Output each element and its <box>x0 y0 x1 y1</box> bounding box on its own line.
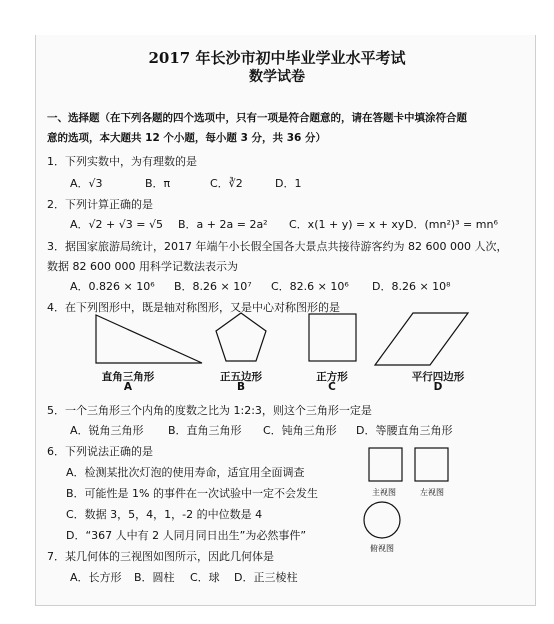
q6-option-d: D．“367 人中有 2 人同月同日出生”为必然事件” <box>66 529 307 542</box>
fig-a-name: 直角三角形 <box>101 371 155 383</box>
front-view-square <box>369 448 402 481</box>
q1-stem: 1．下列实数中，为有理数的是 <box>47 155 197 168</box>
q7-option-a: A．长方形 <box>70 571 122 584</box>
pentagon-shape <box>216 313 266 361</box>
section-heading-line1: 一、选择题（在下列各题的四个选项中，只有一项是符合题意的，请在答题卡中填涂符合题 <box>47 112 467 124</box>
fig-c-letter: C <box>328 381 336 393</box>
q6-option-b: B．可能性是 1% 的事件在一次试验中一定不会发生 <box>66 487 318 500</box>
q3-option-c: C．82.6 × 10⁶ <box>271 280 349 293</box>
fig-c-name: 正方形 <box>316 371 348 383</box>
q2-option-d: D．(mn²)³ = mn⁶ <box>405 218 498 231</box>
q6-option-a: A．检测某批次灯泡的使用寿命，适宜用全面调查 <box>66 466 305 479</box>
q3-option-a: A．0.826 × 10⁶ <box>70 280 155 293</box>
left-view-label: 左视图 <box>420 488 444 497</box>
q2-option-b: B．a + 2a = 2a² <box>178 218 268 231</box>
left-view-square <box>415 448 448 481</box>
q5-option-c: C．钝角三角形 <box>263 424 337 437</box>
fig-b-name: 正五边形 <box>220 371 262 383</box>
q5-option-a: A．锐角三角形 <box>70 424 144 437</box>
fig-b-letter: B <box>236 381 245 393</box>
q4-stem: 4．在下列图形中，既是轴对称图形，又是中心对称图形的是 <box>47 301 340 314</box>
q7-option-b: B．圆柱 <box>134 571 175 584</box>
q5-stem: 5．一个三角形三个内角的度数之比为 1:2:3，则这个三角形一定是 <box>47 404 372 417</box>
q7-option-d: D．正三棱柱 <box>234 571 298 584</box>
q1-option-d: D．1 <box>275 177 302 190</box>
fig-d-letter: D <box>433 381 443 393</box>
q1-option-c: C．∛2 <box>210 177 243 190</box>
exam-title: 2017 年长沙市初中毕业学业水平考试 <box>148 49 406 67</box>
q5-option-d: D．等腰直角三角形 <box>356 424 453 437</box>
q3-stem-line1: 3．据国家旅游局统计，2017 年端午小长假全国各大景点共接待游客约为 82 600 000 人次， <box>47 240 508 253</box>
top-view-label: 俯视图 <box>370 544 394 553</box>
q6-stem: 6．下列说法正确的是 <box>47 445 153 458</box>
q2-stem: 2．下列计算正确的是 <box>47 198 153 211</box>
square-shape <box>309 314 356 361</box>
q3-option-d: D．8.26 × 10⁸ <box>372 280 451 293</box>
q2-option-c: C．x(1 + y) = x + xy <box>289 218 405 231</box>
q1-option-b: B．π <box>145 177 171 190</box>
q6-option-c: C．数据 3，5，4，1，-2 的中位数是 4 <box>66 508 263 521</box>
q7-stem: 7．某几何体的三视图如图所示，因此几何体是 <box>47 550 274 563</box>
q3-option-b: B．8.26 × 10⁷ <box>174 280 252 293</box>
parallelogram-shape <box>375 313 468 365</box>
q1-option-a: A．√3 <box>70 177 103 190</box>
right-triangle-shape <box>96 315 202 363</box>
front-view-label: 主视图 <box>372 488 396 497</box>
section-heading-line2: 意的选项，本大题共 12 个小题，每小题 3 分，共 36 分） <box>47 132 326 144</box>
exam-subtitle: 数学试卷 <box>249 69 305 85</box>
fig-a-letter: A <box>123 381 133 393</box>
fig-d-name: 平行四边形 <box>411 371 465 383</box>
q2-option-a: A．√2 + √3 = √5 <box>70 218 163 231</box>
q5-option-b: B．直角三角形 <box>168 424 242 437</box>
q7-option-c: C．球 <box>190 571 220 584</box>
top-view-circle <box>364 502 400 538</box>
q3-stem-line2: 数据 82 600 000 用科学记数法表示为 <box>47 260 238 273</box>
